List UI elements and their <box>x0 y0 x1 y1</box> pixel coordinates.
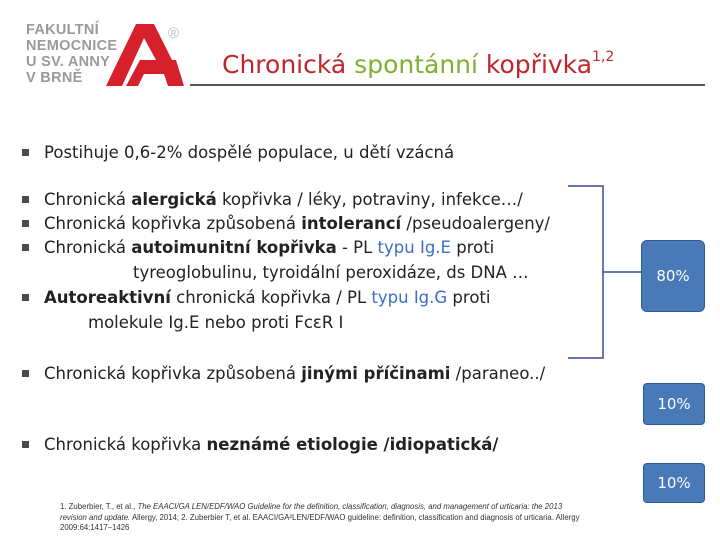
text-bold: intolerancí <box>301 214 402 233</box>
text-bold: Autoreaktivní <box>44 288 171 307</box>
registered-mark: ® <box>168 25 180 42</box>
logo-line-1: FAKULTNÍ <box>26 22 100 38</box>
text-run: proti <box>450 238 495 257</box>
text-run: Chronická <box>44 190 132 209</box>
percentage-box-10-other: 10% <box>643 383 705 425</box>
reference-text: 1. Zuberbier, T., et al., <box>60 502 138 511</box>
text-run: Chronická kopřivka <box>44 435 207 454</box>
text-run: kopřivka / léky, potraviny, infekce…/ <box>216 190 523 209</box>
bullet-autoreactive-continuation: molekule Ig.E nebo proti FcεR I <box>88 313 344 332</box>
reference-text: Allergy, 2014; 2. Zuberbier T, et al. EAACI/GA²LEN/EDF/WAO guideline: definition, classification and diagnosis of urticaria. Allergy 2009:64:1417–1426 <box>60 512 580 532</box>
text-bold: neznámé etiologie /idiopatická/ <box>206 435 499 454</box>
text-bold: alergická <box>131 190 217 209</box>
logo-line-3: U SV. ANNY <box>26 54 111 70</box>
references <box>60 502 580 534</box>
title-superscript: 1,2 <box>592 48 615 65</box>
text-blue: typu Ig.E <box>377 238 451 257</box>
text-run: proti <box>447 288 491 307</box>
percentage-box-80: 80% <box>641 240 705 312</box>
text-bold: jinými příčinami <box>301 364 451 383</box>
text-run: Chronická <box>44 238 132 257</box>
text-bold: autoimunitní kopřivka <box>131 238 337 257</box>
reference-italic: The EAACI/GA LEN/EDF/WAO Guideline for the definition, classification, diagnosis, and management of urticaria: the 2013 revision and update. <box>60 502 563 522</box>
text-run: Chronická kopřivka způsobená <box>44 364 302 383</box>
text-run: chronická kopřivka / PL <box>170 288 372 307</box>
text-run: Chronická kopřivka způsobená <box>44 214 302 233</box>
logo-line-2: NEMOCNICE <box>26 38 118 54</box>
title-part-2: spontánní <box>354 50 478 79</box>
logo-line-4: V BRNĚ <box>26 70 83 86</box>
group-bracket <box>568 186 603 358</box>
bullet-text: Postihuje 0,6-2% dospělé populace, u dětí vzácná <box>44 143 455 162</box>
text-run: /paraneo../ <box>450 364 546 383</box>
text-blue: typu Ig.G <box>371 288 448 307</box>
title-part-1: Chronická <box>222 50 355 79</box>
percentage-box-10-idiopathic: 10% <box>643 463 705 503</box>
bullet-autoimmune-continuation: tyreoglobulinu, tyroidální peroxidáze, ds DNA … <box>133 263 529 282</box>
title-part-3: kopřivka <box>477 50 593 79</box>
text-run: /pseudoalergeny/ <box>401 214 550 233</box>
text-run: - PL <box>336 238 378 257</box>
